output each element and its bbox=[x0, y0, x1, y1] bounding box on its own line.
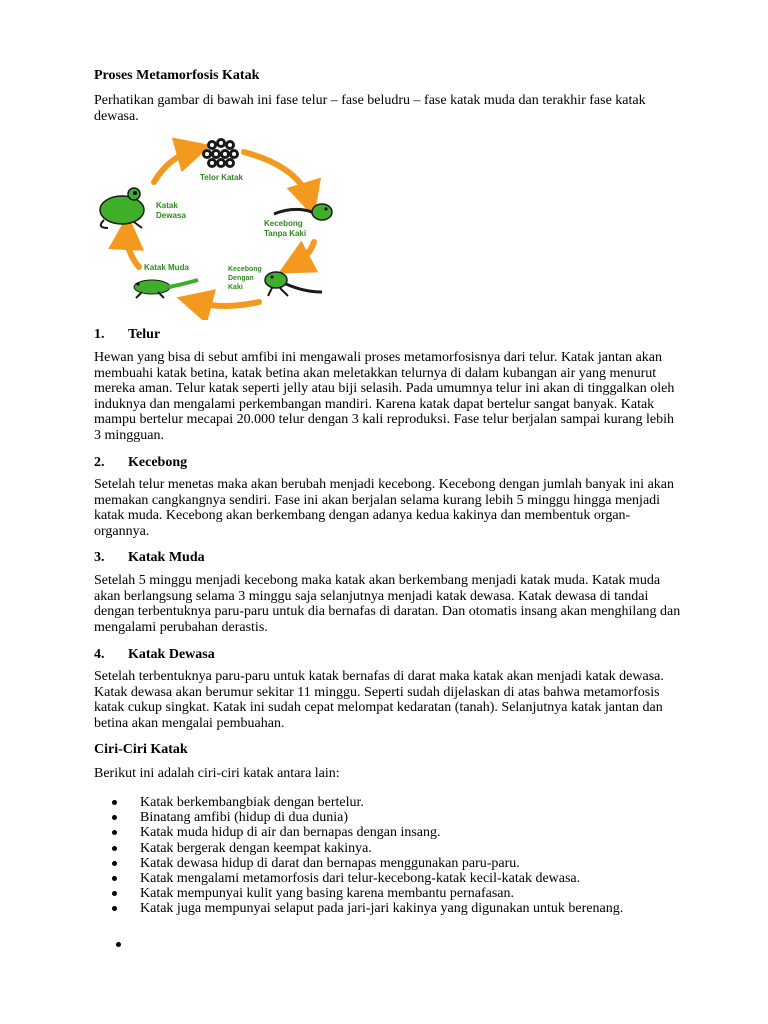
list-item: Katak juga mempunyai selaput pada jari-jari kakinya yang digunakan untuk berenang. bbox=[112, 901, 623, 916]
arrow-eggs-to-tadpole bbox=[244, 152, 309, 200]
bullet-icon bbox=[112, 800, 117, 805]
tadpole-with-legs-icon bbox=[265, 272, 322, 296]
section-body-telur: Hewan yang bisa di sebut amfibi ini mengawali proses metamorfosisnya dari telur. Katak jantan akan membuahi katak betina, katak betina akan meletakkan telurnya di dalam kubangan air yang menurut mereka aman. Telur katak seperti jelly atau biji selasih. Pada umumnya telur ini akan di tinggalkan oleh induknya dan mengalami perkembangan mandiri. Karena katak dapat bertelur sangat banyak. Katak mampu bertelur mecapai 20.000 telur dengan 3 kali reproduksi. Fase telur berjalan sampai kurang lebih 3 mingguan. bbox=[94, 350, 675, 443]
arrow-adult-to-eggs bbox=[154, 150, 194, 182]
list-item: Katak bergerak dengan keempat kakinya. bbox=[112, 841, 623, 856]
ciri-list bbox=[112, 795, 623, 917]
list-item: Katak berkembangbiak dengan bertelur. bbox=[112, 795, 623, 810]
section-body-katak-muda: Setelah 5 minggu menjadi kecebong maka katak akan berkembang menjadi katak muda. Katak muda akan berlangsung selama 3 minggu saja selanjutnya menjadi katak dewasa. Katak dewasa di tandai dengan terbentuknya paru-paru untuk dia bernafas di daratan. Dan otomatis insang akan menghilang dan mengalami perubahan derastis. bbox=[94, 573, 681, 635]
intro-paragraph: Perhatikan gambar di bawah ini fase telur – fase beludru – fase katak muda dan terakhir fase katak dewasa. bbox=[94, 93, 646, 124]
bullet-icon bbox=[112, 891, 117, 896]
label-eggs: Telor Katak bbox=[200, 173, 243, 182]
bullet-icon bbox=[112, 846, 117, 851]
bullet-icon bbox=[112, 876, 117, 881]
label-tadpole-legs: Kecebong Dengan Kaki bbox=[228, 266, 262, 291]
document-title: Proses Metamorfosis Katak bbox=[94, 68, 260, 83]
tadpole-icon bbox=[274, 204, 332, 220]
ciri-intro: Berikut ini adalah ciri-ciri katak antara lain: bbox=[94, 766, 340, 781]
eggs-icon bbox=[202, 138, 239, 168]
arrow-young-to-adult bbox=[127, 232, 139, 267]
empty-bullet-icon bbox=[116, 942, 121, 947]
section-heading-katak-muda: 3. Katak Muda bbox=[94, 550, 205, 565]
list-item: Katak dewasa hidup di darat dan bernapas menggunakan paru-paru. bbox=[112, 856, 623, 871]
list-item: Katak muda hidup di air dan bernapas dengan insang. bbox=[112, 825, 623, 840]
bullet-icon bbox=[112, 815, 117, 820]
list-item: Binatang amfibi (hidup di dua dunia) bbox=[112, 810, 623, 825]
label-adult: Katak Dewasa bbox=[156, 201, 186, 220]
adult-frog-icon bbox=[100, 188, 144, 228]
list-item: Katak mempunyai kulit yang basing karena membantu pernafasan. bbox=[112, 886, 623, 901]
young-frog-icon bbox=[134, 280, 198, 298]
section-body-kecebong: Setelah telur menetas maka akan berubah menjadi kecebong. Kecebong dengan jumlah banyak ini akan memakan cangkangnya sendiri. Fase ini akan berjalan selama kurang lebih 5 minggu hingga menjadi katak muda. Kecebong akan berkembang dengan adanya kedua kakinya dan membentuk organ-organnya. bbox=[94, 477, 675, 539]
bullet-icon bbox=[112, 906, 117, 911]
arrow-legs-to-young bbox=[194, 302, 259, 306]
section-heading-telur: 1. Telur bbox=[94, 327, 161, 342]
bullet-icon bbox=[112, 830, 117, 835]
list-item: Katak mengalami metamorfosis dari telur-kecebong-katak kecil-katak dewasa. bbox=[112, 871, 623, 886]
bullet-icon bbox=[112, 861, 117, 866]
arrow-tadpole-to-legs bbox=[294, 242, 314, 265]
ciri-heading: Ciri-Ciri Katak bbox=[94, 742, 188, 757]
section-body-katak-dewasa: Setelah terbentuknya paru-paru untuk katak bernafas di darat maka katak akan menjadi katak dewasa. Katak dewasa akan berumur sekitar 11 minggu. Seperti sudah dijelaskan di atas bahwa metamorfosis katak cukup singkat. Katak ini sudah cepat melompat kedaratan (tanah). Selanjutnya katak jantan dan betina akan mengalai pembuahan. bbox=[94, 669, 664, 731]
frog-lifecycle-figure bbox=[94, 132, 344, 320]
label-tadpole: Kecebong Tanpa Kaki bbox=[264, 219, 307, 238]
label-young: Katak Muda bbox=[144, 263, 189, 272]
section-heading-kecebong: 2. Kecebong bbox=[94, 455, 188, 470]
section-heading-katak-dewasa: 4. Katak Dewasa bbox=[94, 647, 215, 662]
